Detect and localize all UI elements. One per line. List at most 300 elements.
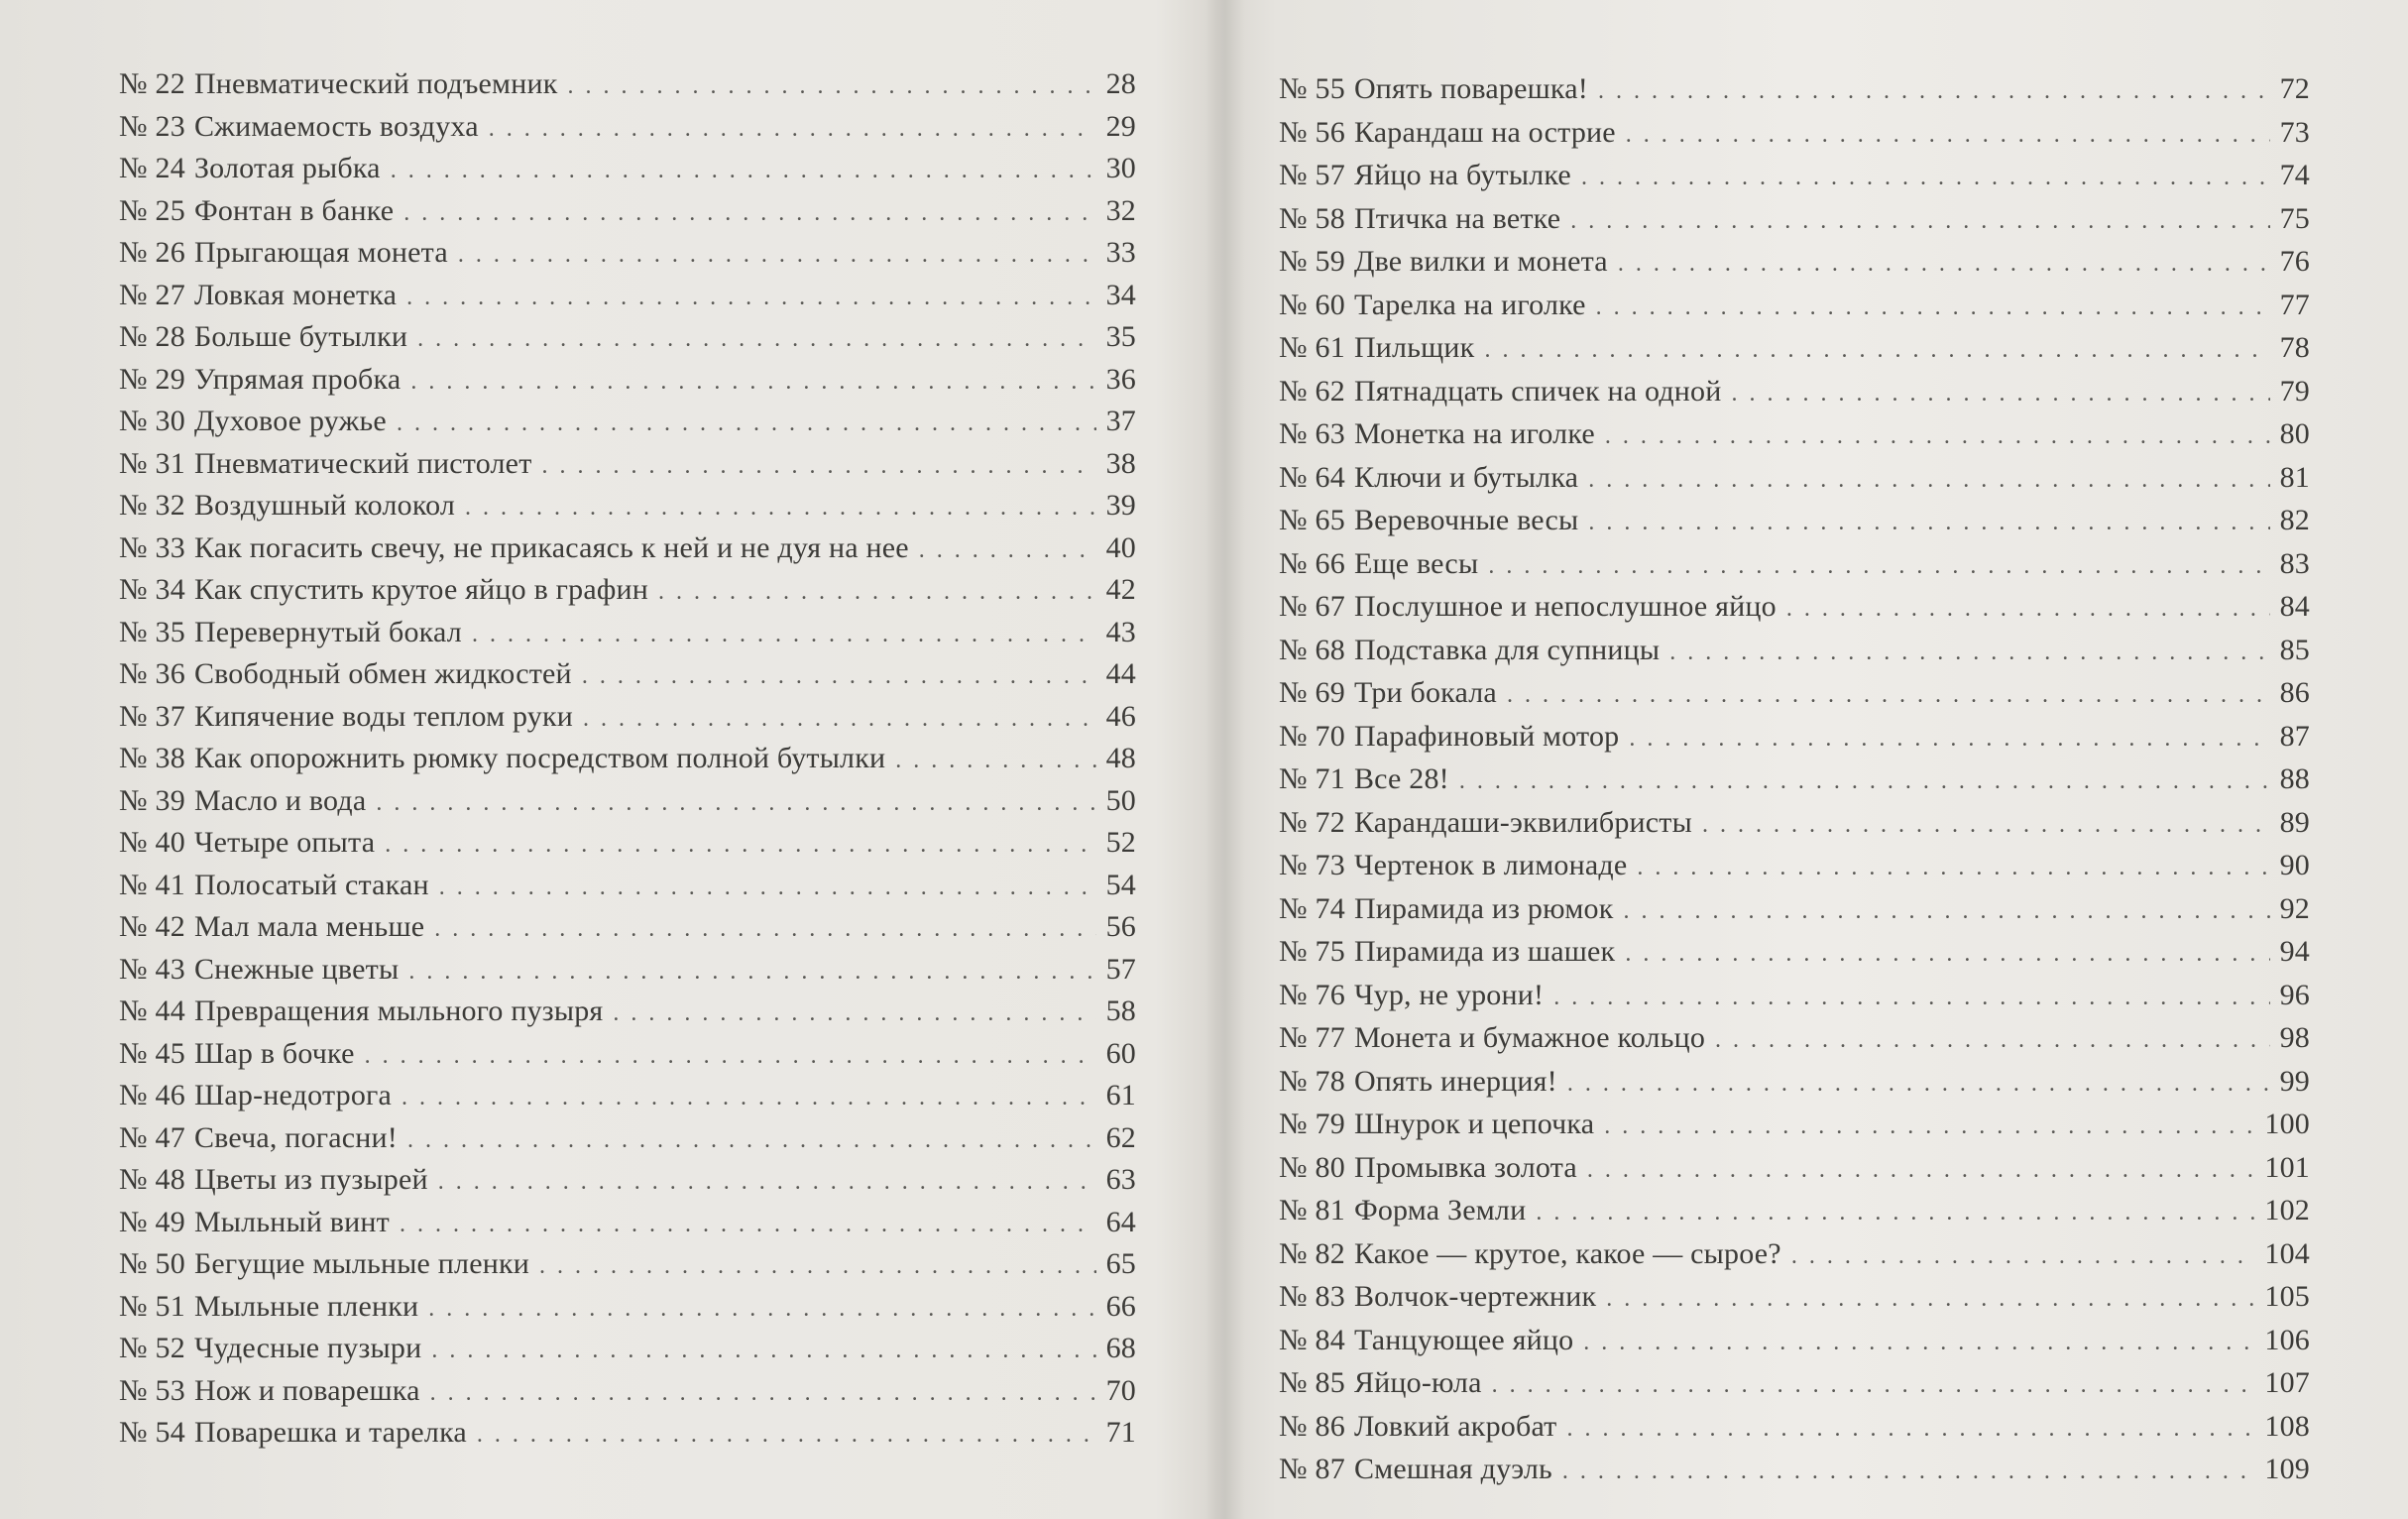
dot-leader [1567,1408,2257,1452]
dot-leader [431,1330,1096,1372]
toc-entry-page-number: 72 [2279,72,2310,105]
toc-entry [119,949,1136,992]
toc-entry-title: Промывка золота [1353,1150,1577,1184]
toc-entry [119,1075,1136,1117]
toc-entry-page-number: 71 [1105,1416,1136,1449]
toc-entry-number: № 52 [119,1332,185,1364]
dot-leader [430,1372,1096,1415]
toc-entry-page-number: 44 [1105,657,1136,690]
toc-entry-number: № 38 [119,742,185,774]
toc-entry-number: № 44 [119,994,185,1027]
dot-leader [1732,373,2270,416]
toc-entry [119,401,1136,443]
toc-entry-title: Шар в бочке [193,1036,355,1070]
toc-entry [1279,499,2310,542]
toc-entry-number: № 86 [1279,1409,1345,1443]
toc-entry [1279,844,2310,887]
toc-entry-title: Золотая рыбка [193,152,381,184]
toc-entry-page-number: 48 [1105,742,1136,774]
dot-leader [582,655,1096,698]
toc-entry [119,612,1136,654]
dot-leader [1669,632,2270,675]
toc-entry-number: № 56 [1279,115,1345,149]
toc-entry-title: Яйцо-юла [1353,1366,1482,1399]
toc-entry-number: № 66 [1279,546,1345,580]
toc-entry [1279,629,2310,672]
toc-entry-number: № 54 [119,1416,185,1449]
toc-entry-title: Танцующее яйцо [1353,1323,1574,1356]
toc-entry [1279,1060,2310,1104]
toc-entry-number: № 29 [119,362,185,396]
toc-entry-page-number: 65 [1105,1247,1136,1280]
toc-entry-page-number: 34 [1105,278,1136,311]
dot-leader [919,529,1096,572]
toc-entry-number: № 77 [1279,1021,1345,1054]
dot-leader [403,192,1096,235]
toc-entry-title: Полосатый стакан [193,868,429,901]
toc-entry-title: Кипячение воды теплом руки [193,699,573,733]
toc-entry-number: № 61 [1279,331,1345,364]
toc-entry [119,569,1136,612]
toc-entry-number: № 30 [119,405,185,437]
toc-entry [119,232,1136,275]
dot-leader [472,614,1096,656]
toc-entry-page-number: 100 [2264,1108,2310,1140]
toc-entry [1279,240,2310,284]
toc-entry-title: Духовое ружье [193,405,387,437]
toc-entry-page-number: 58 [1105,994,1136,1027]
toc-entry [119,63,1136,106]
toc-entry-title: Чур, не урони! [1353,978,1545,1011]
toc-entry-page-number: 78 [2279,331,2310,364]
dot-leader [1587,1149,2256,1193]
toc-entry-number: № 36 [119,657,185,690]
toc-entry [1279,370,2310,413]
toc-entry [119,1412,1136,1455]
toc-entry-number: № 63 [1279,417,1345,450]
toc-entry [1279,284,2310,327]
toc-entry-number: № 57 [1279,159,1345,191]
toc-entry [1279,542,2310,586]
toc-entry-page-number: 68 [1105,1332,1136,1364]
dot-leader [1786,588,2270,632]
toc-entry-number: № 33 [119,530,185,564]
toc-entry-page-number: 43 [1105,615,1136,648]
toc-entry-title: Ловкий акробат [1353,1409,1557,1443]
toc-entry-number: № 24 [119,152,185,184]
toc-entry [119,991,1136,1033]
dot-leader [1605,415,2270,459]
dot-leader [428,1288,1096,1331]
toc-entry-number: № 62 [1279,374,1345,408]
toc-entry-title: Шнурок и цепочка [1353,1108,1595,1140]
toc-entry-number: № 42 [119,910,185,943]
toc-entry-number: № 65 [1279,504,1345,536]
toc-entry [119,485,1136,527]
toc-entry [119,1159,1136,1202]
toc-entry [119,527,1136,570]
toc-list-right [1279,67,2310,1491]
toc-entry-page-number: 80 [2279,417,2310,450]
toc-entry-page-number: 50 [1105,783,1136,817]
toc-entry-page-number: 89 [2279,805,2310,839]
dot-leader [1588,459,2270,503]
toc-entry-number: № 64 [1279,460,1345,494]
dot-leader [417,318,1096,361]
toc-entry [1279,1146,2310,1190]
toc-entry-number: № 22 [119,67,185,100]
toc-list-left [119,63,1136,1455]
toc-entry [119,1286,1136,1329]
toc-entry-title: Мыльный винт [193,1205,390,1238]
toc-entry-page-number: 87 [2279,719,2310,753]
toc-entry-title: Еще весы [1353,546,1479,580]
toc-entry-page-number: 106 [2264,1323,2310,1356]
toc-entry-page-number: 28 [1105,67,1136,100]
toc-entry-title: Две вилки и монета [1353,245,1608,278]
dot-leader [613,993,1096,1035]
dot-leader [1553,977,2270,1020]
dot-leader [434,908,1096,951]
toc-entry-title: Нож и поварешка [193,1373,420,1407]
dot-leader [1637,847,2270,890]
toc-entry-page-number: 54 [1105,868,1136,901]
toc-entry-number: № 79 [1279,1108,1345,1140]
dot-leader [1570,200,2270,244]
toc-entry-title: Пневматический пистолет [193,446,532,480]
toc-entry-page-number: 88 [2279,762,2310,795]
toc-entry-page-number: 37 [1105,405,1136,437]
toc-entry-number: № 34 [119,573,185,606]
toc-entry-number: № 37 [119,699,185,733]
toc-entry-page-number: 46 [1105,699,1136,733]
dot-leader [1484,329,2270,373]
toc-entry [1279,1319,2310,1362]
toc-entry-title: Пневматический подъемник [193,67,558,100]
toc-entry-number: № 50 [119,1247,185,1280]
toc-entry [119,865,1136,907]
toc-entry-number: № 28 [119,320,185,353]
toc-entry-number: № 84 [1279,1323,1345,1356]
dot-leader [1581,157,2270,200]
toc-entry-number: № 55 [1279,72,1345,105]
toc-entry-page-number: 42 [1105,573,1136,606]
toc-entry-page-number: 77 [2279,288,2310,321]
toc-entry-title: Три бокала [1353,676,1497,709]
toc-entry [1279,197,2310,241]
toc-entry-page-number: 82 [2279,504,2310,536]
toc-entry-number: № 35 [119,615,185,648]
dot-leader [439,867,1096,909]
toc-entry-page-number: 73 [2279,115,2310,149]
dot-leader [1598,70,2270,114]
toc-entry [119,1117,1136,1160]
toc-entry [119,106,1136,149]
toc-entry [1279,1103,2310,1146]
toc-entry [119,738,1136,780]
toc-entry-number: № 58 [1279,201,1345,235]
dot-leader [1702,804,2270,848]
toc-entry-number: № 26 [119,236,185,269]
toc-entry [1279,111,2310,155]
toc-entry-title: Перевернутый бокал [193,615,462,648]
toc-entry [119,653,1136,696]
toc-entry-page-number: 62 [1105,1120,1136,1154]
toc-entry-title: Все 28! [1353,762,1449,795]
toc-entry-page-number: 61 [1105,1079,1136,1111]
toc-entry [119,443,1136,486]
toc-entry-title: Снежные цветы [193,952,400,986]
toc-entry-number: № 47 [119,1120,185,1154]
toc-entry-number: № 81 [1279,1194,1345,1227]
toc-entry-page-number: 63 [1105,1163,1136,1196]
toc-entry-title: Свеча, погасни! [193,1120,398,1154]
toc-entry [119,696,1136,739]
toc-entry-page-number: 40 [1105,530,1136,564]
dot-leader [1629,718,2270,761]
dot-leader [438,1161,1096,1204]
dot-leader [1583,1322,2256,1365]
toc-entry [1279,758,2310,801]
toc-entry-title: Мыльные пленки [193,1289,419,1323]
toc-entry-page-number: 52 [1105,826,1136,859]
toc-entry-number: № 85 [1279,1366,1345,1399]
toc-entry-page-number: 92 [2279,891,2310,925]
dot-leader [1488,545,2270,589]
toc-entry [1279,1448,2310,1491]
toc-entry-page-number: 70 [1105,1373,1136,1407]
toc-entry-title: Опять инерция! [1353,1064,1557,1098]
dot-leader [1588,502,2270,545]
toc-entry-title: Веревочные весы [1353,504,1579,536]
dot-leader [376,782,1096,825]
toc-entry-title: Карандаш на острие [1353,115,1616,149]
toc-entry-title: Масло и вода [193,783,367,817]
toc-entry-page-number: 109 [2264,1453,2310,1485]
toc-entry-number: № 71 [1279,762,1345,795]
dot-leader [1626,114,2270,158]
toc-entry-page-number: 98 [2279,1021,2310,1054]
toc-entry-page-number: 75 [2279,201,2310,235]
toc-entry-title: Ловкая монетка [193,278,398,311]
dot-leader [1791,1235,2257,1279]
toc-entry-number: № 76 [1279,978,1345,1011]
toc-entry [1279,1361,2310,1405]
toc-entry [1279,1232,2310,1276]
toc-entry-title: Сжимаемость воздуха [193,109,479,143]
toc-entry-number: № 67 [1279,590,1345,623]
toc-entry [1279,67,2310,111]
toc-entry-page-number: 57 [1105,952,1136,986]
toc-entry-page-number: 84 [2279,590,2310,623]
toc-entry-number: № 40 [119,826,185,859]
toc-entry [1279,154,2310,197]
toc-entry-page-number: 99 [2279,1064,2310,1098]
toc-entry [119,1243,1136,1286]
dot-leader [401,1077,1096,1119]
dot-leader [1562,1451,2257,1494]
toc-entry-number: № 59 [1279,245,1345,278]
toc-entry-title: Прыгающая монета [193,236,448,269]
toc-entry [1279,1016,2310,1060]
toc-entry-title: Пирамида из шашек [1353,935,1616,968]
dot-leader [477,1414,1096,1457]
dot-leader [458,234,1096,277]
toc-entry [119,822,1136,865]
toc-entry-title: Монетка на иголке [1353,417,1595,450]
toc-entry-title: Упрямая пробка [193,362,401,396]
dot-leader [1536,1192,2256,1235]
dot-leader [1459,760,2270,804]
toc-entry-number: № 78 [1279,1064,1345,1098]
toc-entry-number: № 32 [119,489,185,522]
toc-entry-title: Как погасить свечу, не прикасаясь к ней и не дуя на нее [193,530,909,564]
toc-entry-number: № 83 [1279,1280,1345,1313]
dot-leader [1507,674,2270,718]
dot-leader [1604,1106,2256,1149]
toc-entry-number: № 46 [119,1079,185,1111]
toc-entry-title: Пятнадцать спичек на одной [1353,374,1722,408]
toc-entry-page-number: 108 [2264,1409,2310,1443]
toc-entry-title: Карандаши-эквилибристы [1353,805,1692,839]
toc-entry-page-number: 36 [1105,362,1136,396]
dot-leader [583,698,1096,741]
toc-entry [119,275,1136,317]
dot-leader [658,571,1096,614]
toc-entry-title: Превращения мыльного пузыря [193,994,604,1027]
toc-entry [1279,326,2310,370]
toc-entry [119,190,1136,233]
toc-entry-title: Волчок-чертежник [1353,1280,1597,1313]
toc-entry-number: № 49 [119,1205,185,1238]
toc-entry-title: Свободный обмен жидкостей [193,657,572,690]
dot-leader [539,1245,1096,1288]
toc-entry-page-number: 33 [1105,236,1136,269]
toc-entry-number: № 87 [1279,1453,1345,1485]
dot-leader [895,740,1096,782]
toc-entry-title: Четыре опыта [193,826,376,859]
toc-entry-number: № 39 [119,783,185,817]
toc-entry [119,316,1136,359]
toc-entry-page-number: 56 [1105,910,1136,943]
toc-entry-title: Как спустить крутое яйцо в графин [193,573,649,606]
toc-entry-title: Мал мала меньше [193,910,425,943]
toc-entry [1279,1189,2310,1232]
dot-leader [465,487,1096,529]
toc-entry [1279,930,2310,974]
toc-entry-number: № 31 [119,446,185,480]
toc-entry-number: № 23 [119,109,185,143]
toc-entry [1279,715,2310,759]
toc-entry-number: № 72 [1279,805,1345,839]
dot-leader [1492,1364,2257,1408]
toc-entry-page-number: 94 [2279,935,2310,968]
toc-entry-number: № 74 [1279,891,1345,925]
toc-entry-page-number: 105 [2264,1280,2310,1313]
toc-entry-number: № 68 [1279,633,1345,666]
toc-entry [1279,801,2310,845]
toc-entry [119,1033,1136,1076]
toc-entry-page-number: 79 [2279,374,2310,408]
toc-entry [119,906,1136,949]
toc-entry [1279,456,2310,500]
toc-entry-title: Яйцо на бутылке [1353,159,1571,191]
toc-entry [1279,974,2310,1017]
toc-entry-number: № 45 [119,1036,185,1070]
toc-entry [1279,671,2310,715]
toc-entry [119,148,1136,190]
toc-entry-title: Чертенок в лимонаде [1353,849,1628,881]
toc-entry-number: № 73 [1279,849,1345,881]
toc-entry [1279,412,2310,456]
toc-entry-title: Ключи и бутылка [1353,460,1579,494]
toc-entry-title: Больше бутылки [193,320,408,353]
dot-leader [1606,1278,2256,1322]
toc-entry-page-number: 64 [1105,1205,1136,1238]
toc-entry-page-number: 76 [2279,245,2310,278]
toc-entry-page-number: 96 [2279,978,2310,1011]
toc-entry-title: Какое — крутое, какое — сырое? [1353,1236,1781,1270]
toc-entry-page-number: 81 [2279,460,2310,494]
toc-entry-title: Пирамида из рюмок [1353,891,1614,925]
dot-leader [400,1204,1096,1246]
toc-entry-title: Форма Земли [1353,1194,1527,1227]
dot-leader [1618,243,2270,287]
toc-entry-title: Шар-недотрога [193,1079,393,1111]
toc-entry-number: № 82 [1279,1236,1345,1270]
toc-entry [119,1202,1136,1244]
toc-entry-page-number: 101 [2264,1150,2310,1184]
toc-entry-page-number: 39 [1105,489,1136,522]
toc-entry-title: Пильщик [1353,331,1475,364]
toc-entry-title: Бегущие мыльные пленки [193,1247,529,1280]
toc-entry-title: Как опорожнить рюмку посредством полной бутылки [193,742,886,774]
toc-entry-page-number: 35 [1105,320,1136,353]
toc-entry-title: Послушное и непослушное яйцо [1353,590,1777,623]
toc-entry-page-number: 107 [2264,1366,2310,1399]
toc-entry-title: Чудесные пузыри [193,1332,422,1364]
dot-leader [385,824,1096,867]
dot-leader [391,150,1096,192]
dot-leader [365,1035,1096,1078]
toc-entry-title: Поварешка и тарелка [193,1416,467,1449]
toc-entry-title: Парафиновый мотор [1353,719,1620,753]
toc-entry-page-number: 86 [2279,676,2310,709]
toc-entry-number: № 51 [119,1289,185,1323]
dot-leader [407,1119,1096,1162]
toc-entry-title: Фонтан в банке [193,193,395,227]
toc-entry-title: Тарелка на иголке [1353,288,1586,321]
dot-leader [1625,933,2270,977]
dot-leader [406,277,1096,319]
dot-leader [1715,1019,2270,1063]
toc-entry-number: № 70 [1279,719,1345,753]
toc-entry-page-number: 90 [2279,849,2310,881]
toc-entry-number: № 69 [1279,676,1345,709]
dot-leader [410,361,1096,404]
toc-entry-title: Воздушный колокол [193,489,456,522]
book-spine [1205,0,1245,1519]
toc-entry-page-number: 30 [1105,152,1136,184]
toc-entry-number: № 48 [119,1163,185,1196]
toc-entry [1279,887,2310,931]
dot-leader [542,445,1097,488]
toc-entry-number: № 25 [119,193,185,227]
toc-entry-title: Монета и бумажное кольцо [1353,1021,1706,1054]
toc-entry-title: Опять поварешка! [1353,72,1588,105]
toc-entry-page-number: 66 [1105,1289,1136,1323]
toc-entry [1279,585,2310,629]
